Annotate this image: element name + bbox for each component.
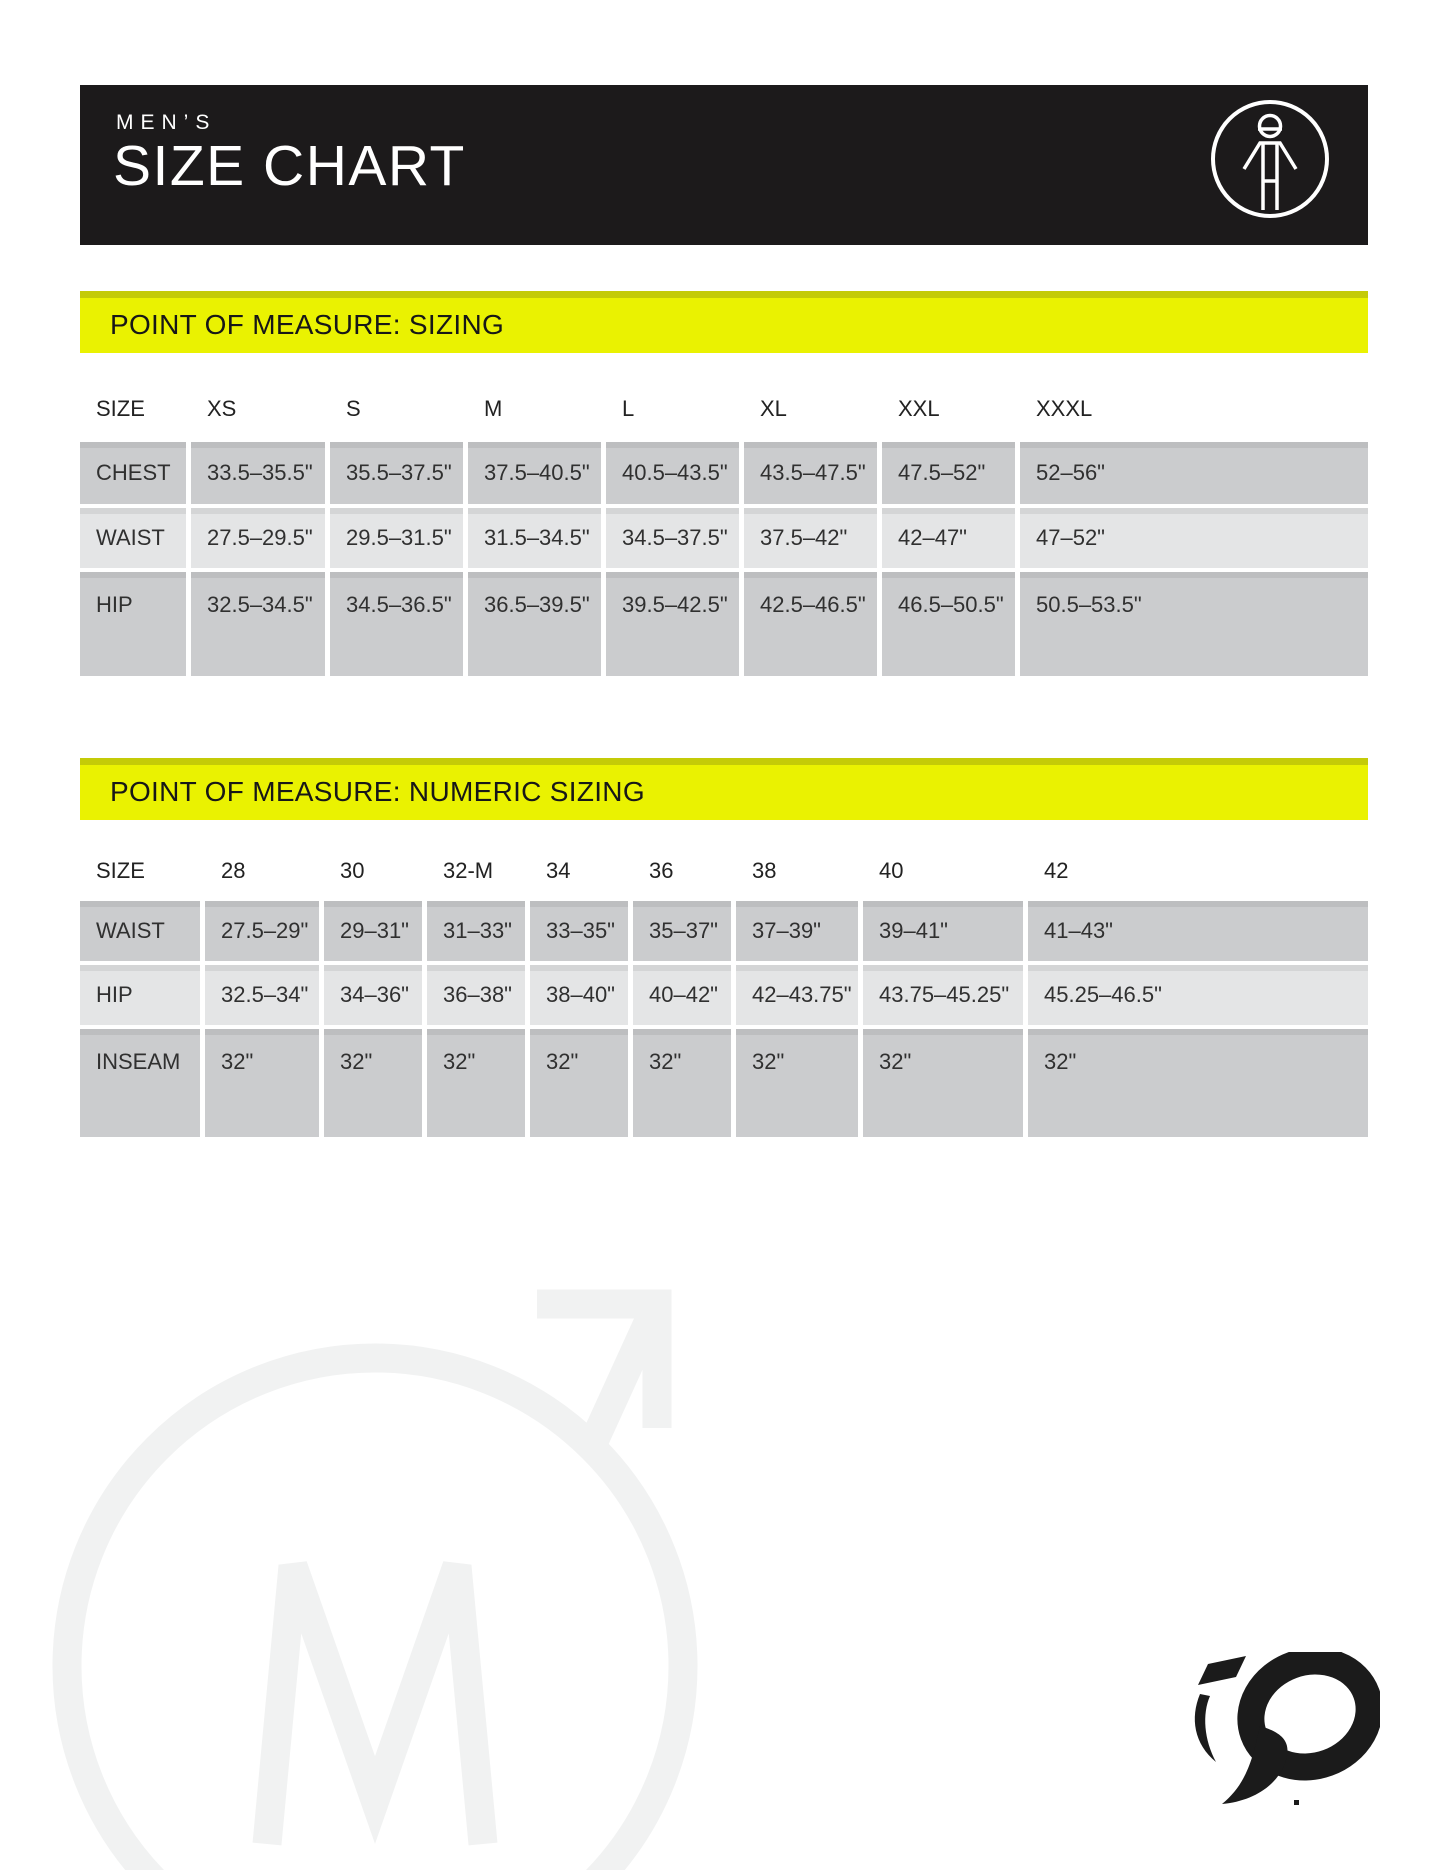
size-cell: 42.5–46.5" <box>744 572 877 676</box>
size-cell: 50.5–53.5" <box>1020 572 1368 676</box>
column-header: 38 <box>736 845 858 897</box>
size-cell: 29–31" <box>324 901 422 961</box>
size-cell: 32" <box>205 1029 319 1137</box>
size-cell: 42–43.75" <box>736 965 858 1025</box>
size-cell: 40.5–43.5" <box>606 442 739 504</box>
page-title: SIZE CHART <box>113 134 466 198</box>
header-bar <box>80 85 1368 245</box>
size-cell: 31–33" <box>427 901 525 961</box>
size-cell: 35.5–37.5" <box>330 442 463 504</box>
column-header: 32-M <box>427 845 525 897</box>
column-header: 34 <box>530 845 628 897</box>
column-header: XXL <box>882 380 1015 438</box>
size-cell: 43.5–47.5" <box>744 442 877 504</box>
row-label: INSEAM <box>80 1029 200 1137</box>
size-cell: 32" <box>1028 1029 1368 1137</box>
size-cell: 38–40" <box>530 965 628 1025</box>
size-cell: 42–47" <box>882 508 1015 568</box>
pearl-izumi-logo <box>1188 1652 1380 1810</box>
size-cell: 34.5–36.5" <box>330 572 463 676</box>
column-header: 36 <box>633 845 731 897</box>
column-header: XL <box>744 380 877 438</box>
banner-numeric-sizing: POINT OF MEASURE: NUMERIC SIZING <box>80 758 1368 820</box>
column-header: SIZE <box>80 845 200 897</box>
size-cell: 32" <box>863 1029 1023 1137</box>
size-cell: 27.5–29.5" <box>191 508 325 568</box>
header-kicker: MEN’S <box>116 111 217 134</box>
row-label: WAIST <box>80 508 186 568</box>
person-measure-icon <box>1208 97 1332 221</box>
column-header: S <box>330 380 463 438</box>
row-label: CHEST <box>80 442 186 504</box>
row-label: WAIST <box>80 901 200 961</box>
column-header: 28 <box>205 845 319 897</box>
size-cell: 27.5–29" <box>205 901 319 961</box>
size-cell: 32" <box>736 1029 858 1137</box>
numeric-sizing-table <box>80 845 1368 1137</box>
size-cell: 32" <box>427 1029 525 1137</box>
size-cell: 32" <box>633 1029 731 1137</box>
size-cell: 32.5–34" <box>205 965 319 1025</box>
size-cell: 37–39" <box>736 901 858 961</box>
size-cell: 45.25–46.5" <box>1028 965 1368 1025</box>
size-cell: 36.5–39.5" <box>468 572 601 676</box>
size-cell: 31.5–34.5" <box>468 508 601 568</box>
column-header: 40 <box>863 845 1023 897</box>
size-cell: 32.5–34.5" <box>191 572 325 676</box>
size-cell: 37.5–40.5" <box>468 442 601 504</box>
watermark-letter-m <box>267 1566 483 1844</box>
male-symbol-watermark <box>45 1278 725 1870</box>
size-cell: 29.5–31.5" <box>330 508 463 568</box>
size-cell: 35–37" <box>633 901 731 961</box>
size-cell: 33.5–35.5" <box>191 442 325 504</box>
size-cell: 32" <box>530 1029 628 1137</box>
size-cell: 40–42" <box>633 965 731 1025</box>
size-cell: 43.75–45.25" <box>863 965 1023 1025</box>
column-header: XXXL <box>1020 380 1368 438</box>
size-cell: 39–41" <box>863 901 1023 961</box>
size-cell: 52–56" <box>1020 442 1368 504</box>
sizing-table <box>80 380 1368 676</box>
column-header: 42 <box>1028 845 1368 897</box>
size-cell: 34–36" <box>324 965 422 1025</box>
size-cell: 34.5–37.5" <box>606 508 739 568</box>
size-cell: 46.5–50.5" <box>882 572 1015 676</box>
size-cell: 32" <box>324 1029 422 1137</box>
row-label: HIP <box>80 572 186 676</box>
size-cell: 33–35" <box>530 901 628 961</box>
column-header: SIZE <box>80 380 186 438</box>
row-label: HIP <box>80 965 200 1025</box>
size-cell: 41–43" <box>1028 901 1368 961</box>
size-cell: 36–38" <box>427 965 525 1025</box>
column-header: L <box>606 380 739 438</box>
size-cell: 47.5–52" <box>882 442 1015 504</box>
column-header: XS <box>191 380 325 438</box>
size-cell: 37.5–42" <box>744 508 877 568</box>
size-cell: 39.5–42.5" <box>606 572 739 676</box>
banner-sizing: POINT OF MEASURE: SIZING <box>80 291 1368 353</box>
column-header: M <box>468 380 601 438</box>
size-cell: 47–52" <box>1020 508 1368 568</box>
column-header: 30 <box>324 845 422 897</box>
